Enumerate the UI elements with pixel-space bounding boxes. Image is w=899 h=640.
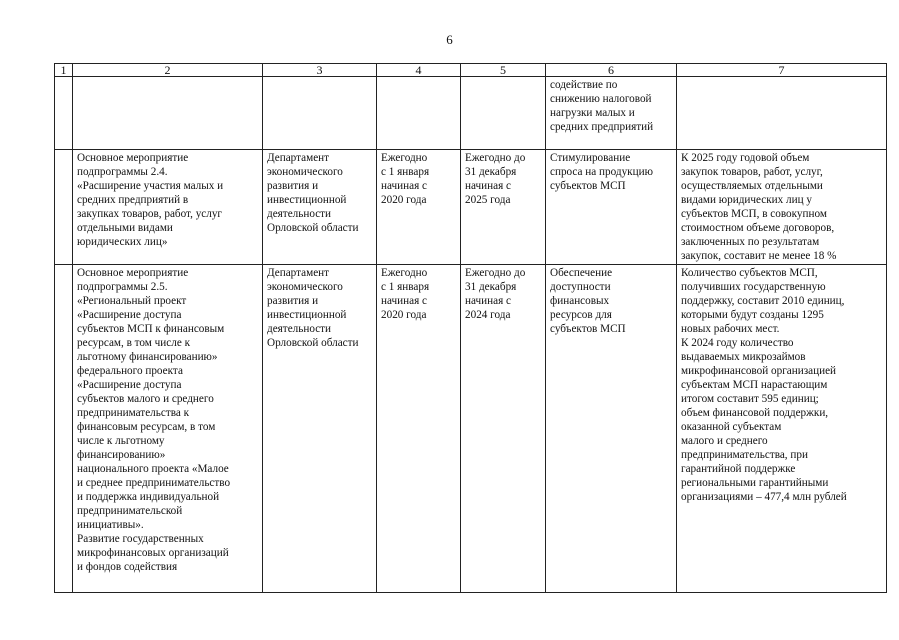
result-cell: Стимулирование спроса на продукцию субъектов МСП — [546, 150, 677, 265]
executor-cell: Департамент экономического развития и инвестиционной деятельности Орловской области — [263, 150, 377, 265]
table-header-row — [55, 64, 887, 77]
result-cell: содействие по снижению налоговой нагрузки малых и средних предприятий — [546, 77, 677, 150]
indicator-cell — [677, 77, 887, 150]
event-cell: Основное мероприятие подпрограммы 2.4. «Расширение участия малых и средних предприятий в закупках товаров, работ, услуг отдельными видами юридических лиц» — [73, 150, 263, 265]
column-header: 2 — [73, 64, 263, 77]
row-number-cell — [55, 265, 73, 593]
end-cell: Ежегодно до 31 декабря начиная с 2024 года — [461, 265, 546, 593]
column-header: 1 — [55, 64, 73, 77]
start-cell — [377, 77, 461, 150]
row-number-cell — [55, 77, 73, 150]
column-header: 4 — [377, 64, 461, 77]
result-cell: Обеспечение доступности финансовых ресурсов для субъектов МСП — [546, 265, 677, 593]
executor-cell: Департамент экономического развития и инвестиционной деятельности Орловской области — [263, 265, 377, 593]
end-cell: Ежегодно до 31 декабря начиная с 2025 года — [461, 150, 546, 265]
end-cell — [461, 77, 546, 150]
event-cell: Основное мероприятие подпрограммы 2.5. «Региональный проект «Расширение доступа субъектов МСП к финансовым ресурсам, в том числе к льготному финансированию» федерального проекта «Расширение доступа субъектов малого и среднего предпринимательства к финансовым ресурсам, в том числе к льготному финансированию» национального проекта «Малое и среднее предпринимательство и поддержка индивидуальной предпринимательской инициативы». Развитие государственных микрофинансовых организаций и фондов содействия — [73, 265, 263, 593]
page-number: 6 — [446, 32, 453, 47]
column-header: 6 — [546, 64, 677, 77]
row-number-cell — [55, 150, 73, 265]
indicator-cell: Количество субъектов МСП, получивших государственную поддержку, составит 2010 единиц, которыми будут созданы 1295 новых рабочих мест. К 2024 году количество выдаваемых микрозаймов микрофинансовой организацией субъектам МСП нарастающим итогом составит 595 единиц; объем финансовой поддержки, оказанной субъектам малого и среднего предпринимательства, при гарантийной поддержке региональными гарантийными организациями – 477,4 млн рублей — [677, 265, 887, 593]
start-cell: Ежегодно с 1 января начиная с 2020 года — [377, 265, 461, 593]
table-row — [55, 150, 887, 265]
column-header: 7 — [677, 64, 887, 77]
executor-cell — [263, 77, 377, 150]
column-header: 5 — [461, 64, 546, 77]
column-header: 3 — [263, 64, 377, 77]
start-cell: Ежегодно с 1 января начиная с 2020 года — [377, 150, 461, 265]
indicator-cell: К 2025 году годовой объем закупок товаров, работ, услуг, осуществляемых отдельными видами юридических лиц у субъектов МСП, в совокупном стоимостном объеме договоров, заключенных по результатам закупок, составит не менее 18 % — [677, 150, 887, 265]
table-row — [55, 77, 887, 150]
table-row — [55, 265, 887, 593]
event-cell — [73, 77, 263, 150]
program-events-table — [54, 63, 887, 593]
